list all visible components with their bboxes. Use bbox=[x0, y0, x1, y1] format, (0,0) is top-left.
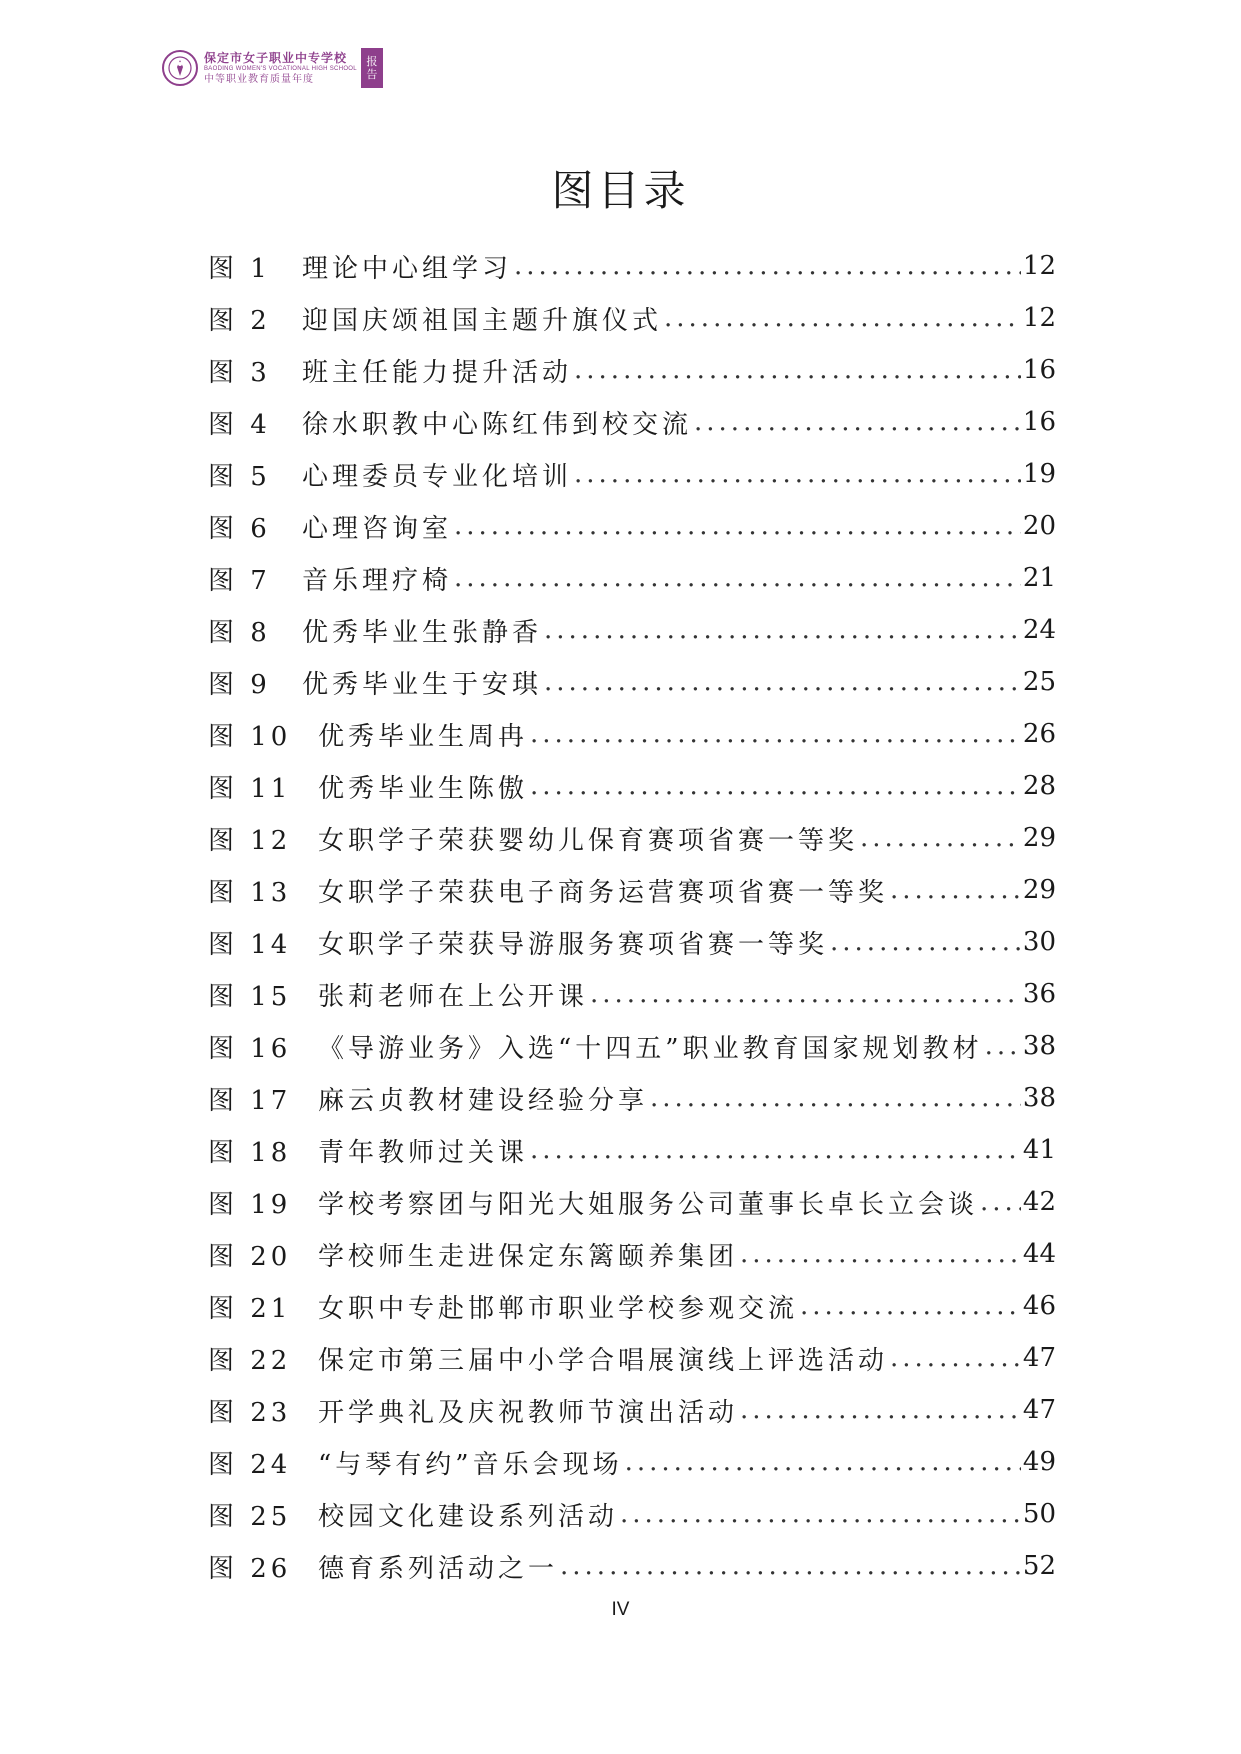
dot-leader bbox=[664, 303, 1021, 333]
toc-entry[interactable] bbox=[208, 396, 1056, 448]
dot-leader bbox=[560, 1551, 1021, 1581]
dot-leader bbox=[890, 1343, 1021, 1373]
figure-caption: 优秀毕业生张静香 bbox=[302, 617, 543, 648]
figure-page-number: 46 bbox=[1022, 1291, 1056, 1321]
toc-entry[interactable] bbox=[208, 552, 1056, 604]
dot-leader bbox=[620, 1499, 1021, 1529]
figure-number: 图 8 bbox=[208, 617, 271, 648]
figure-caption: 青年教师过关课 bbox=[318, 1137, 529, 1168]
dot-leader bbox=[890, 875, 1021, 905]
toc-entry[interactable] bbox=[208, 1280, 1056, 1332]
toc-entry[interactable] bbox=[208, 1072, 1056, 1124]
figure-number: 图 15 bbox=[208, 981, 292, 1012]
dot-leader bbox=[740, 1239, 1021, 1269]
figure-page-number: 19 bbox=[1022, 459, 1056, 489]
figure-number: 图 2 bbox=[208, 305, 271, 336]
figure-number: 图 4 bbox=[208, 409, 271, 440]
dot-leader bbox=[574, 355, 1021, 385]
dot-leader bbox=[980, 1187, 1021, 1217]
dot-leader bbox=[544, 667, 1021, 697]
toc-entry[interactable] bbox=[208, 1488, 1056, 1540]
toc-entry[interactable] bbox=[208, 344, 1056, 396]
figure-page-number: 41 bbox=[1022, 1135, 1056, 1165]
figure-page-number: 28 bbox=[1022, 771, 1056, 801]
figure-page-number: 30 bbox=[1022, 927, 1056, 957]
school-name-cn: 保定市女子职业中专学校 bbox=[204, 50, 348, 65]
figure-number: 图 7 bbox=[208, 565, 271, 596]
figure-page-number: 38 bbox=[1022, 1083, 1056, 1113]
report-subtitle: 中等职业教育质量年度 bbox=[204, 73, 314, 85]
dot-leader bbox=[530, 771, 1021, 801]
dot-leader bbox=[740, 1395, 1021, 1425]
figure-caption: 徐水职教中心陈红伟到校交流 bbox=[302, 409, 693, 440]
figure-page-number: 16 bbox=[1022, 355, 1056, 385]
page-number: IV bbox=[611, 1599, 630, 1620]
figure-number: 图 5 bbox=[208, 461, 271, 492]
figure-page-number: 16 bbox=[1022, 407, 1056, 437]
figure-page-number: 20 bbox=[1022, 511, 1056, 541]
figure-caption: 保定市第三届中小学合唱展演线上评选活动 bbox=[318, 1345, 889, 1376]
dot-leader bbox=[694, 407, 1021, 437]
figure-caption: 音乐理疗椅 bbox=[302, 565, 453, 596]
toc-entry[interactable] bbox=[208, 760, 1056, 812]
figure-caption: “与琴有约”音乐会现场 bbox=[318, 1449, 623, 1480]
dot-leader bbox=[530, 1135, 1021, 1165]
figure-number: 图 20 bbox=[208, 1241, 292, 1272]
dot-leader bbox=[985, 1031, 1021, 1061]
toc-entry[interactable] bbox=[208, 968, 1056, 1020]
school-emblem-icon bbox=[167, 55, 193, 81]
figure-caption: 开学典礼及庆祝教师节演出活动 bbox=[318, 1397, 739, 1428]
dot-leader bbox=[650, 1083, 1021, 1113]
badge-char-bottom: 告 bbox=[366, 68, 378, 81]
figure-number: 图 10 bbox=[208, 721, 292, 752]
figure-number: 图 19 bbox=[208, 1189, 292, 1220]
figure-page-number: 26 bbox=[1022, 719, 1056, 749]
dot-leader bbox=[574, 459, 1021, 489]
dot-leader bbox=[830, 927, 1021, 957]
dot-leader bbox=[590, 979, 1021, 1009]
figure-caption: 德育系列活动之一 bbox=[318, 1553, 559, 1584]
dot-leader bbox=[514, 251, 1021, 281]
figure-caption: 女职中专赴邯郸市职业学校参观交流 bbox=[318, 1293, 799, 1324]
figure-caption: 学校考察团与阳光大姐服务公司董事长卓长立会谈 bbox=[318, 1189, 979, 1220]
figure-caption: 张莉老师在上公开课 bbox=[318, 981, 589, 1012]
toc-entry[interactable] bbox=[208, 1540, 1056, 1592]
toc-entry[interactable] bbox=[208, 604, 1056, 656]
figure-page-number: 29 bbox=[1022, 875, 1056, 905]
toc-entry[interactable] bbox=[208, 1176, 1056, 1228]
figure-page-number: 36 bbox=[1022, 979, 1056, 1009]
school-name-en: BAODING WOMEN'S VOCATIONAL HIGH SCHOOL bbox=[204, 65, 357, 72]
figure-page-number: 42 bbox=[1022, 1187, 1056, 1217]
toc-entry[interactable] bbox=[208, 1436, 1056, 1488]
toc-entry[interactable] bbox=[208, 500, 1056, 552]
toc-entry[interactable] bbox=[208, 1384, 1056, 1436]
toc-entry[interactable] bbox=[208, 812, 1056, 864]
badge-char-top: 报 bbox=[366, 55, 378, 68]
figure-number: 图 12 bbox=[208, 825, 292, 856]
dot-leader bbox=[544, 615, 1021, 645]
figure-number: 图 24 bbox=[208, 1449, 292, 1480]
figure-page-number: 21 bbox=[1022, 563, 1056, 593]
dot-leader bbox=[800, 1291, 1021, 1321]
figure-caption: 麻云贞教材建设经验分享 bbox=[318, 1085, 649, 1116]
figure-page-number: 44 bbox=[1022, 1239, 1056, 1269]
figure-caption: 女职学子荣获婴幼儿保育赛项省赛一等奖 bbox=[318, 825, 859, 856]
figure-number: 图 17 bbox=[208, 1085, 292, 1116]
figure-caption: 优秀毕业生周冉 bbox=[318, 721, 529, 752]
toc-entry[interactable] bbox=[208, 448, 1056, 500]
figure-page-number: 25 bbox=[1022, 667, 1056, 697]
figure-page-number: 12 bbox=[1022, 303, 1056, 333]
toc-entry[interactable] bbox=[208, 656, 1056, 708]
toc-entry[interactable] bbox=[208, 708, 1056, 760]
figure-number: 图 18 bbox=[208, 1137, 292, 1168]
figure-caption: 班主任能力提升活动 bbox=[302, 357, 573, 388]
dot-leader bbox=[530, 719, 1021, 749]
school-logo bbox=[162, 50, 198, 86]
toc-entry[interactable] bbox=[208, 864, 1056, 916]
figure-number: 图 14 bbox=[208, 929, 292, 960]
figure-caption: 《导游业务》入选“十四五”职业教育国家规划教材 bbox=[318, 1033, 983, 1064]
figure-caption: 心理委员专业化培训 bbox=[302, 461, 573, 492]
toc-entry[interactable] bbox=[208, 1124, 1056, 1176]
figure-caption: 优秀毕业生于安琪 bbox=[302, 669, 543, 700]
toc-entry[interactable] bbox=[208, 240, 1056, 292]
toc-entry[interactable] bbox=[208, 1228, 1056, 1280]
figure-number: 图 3 bbox=[208, 357, 271, 388]
report-badge bbox=[361, 48, 383, 88]
figure-number: 图 22 bbox=[208, 1345, 292, 1376]
figure-number: 图 1 bbox=[208, 253, 271, 284]
figure-number: 图 16 bbox=[208, 1033, 292, 1064]
figure-caption: 心理咨询室 bbox=[302, 513, 453, 544]
report-header bbox=[162, 48, 383, 88]
figure-page-number: 52 bbox=[1022, 1551, 1056, 1581]
toc-entry[interactable] bbox=[208, 1332, 1056, 1384]
dot-leader bbox=[625, 1447, 1021, 1477]
figure-caption: 学校师生走进保定东篱颐养集团 bbox=[318, 1241, 739, 1272]
figure-page-number: 38 bbox=[1022, 1031, 1056, 1061]
dot-leader bbox=[454, 563, 1021, 593]
toc-entry[interactable] bbox=[208, 916, 1056, 968]
figure-page-number: 24 bbox=[1022, 615, 1056, 645]
school-name-block bbox=[204, 51, 357, 86]
toc-entry[interactable] bbox=[208, 292, 1056, 344]
figure-caption: 迎国庆颂祖国主题升旗仪式 bbox=[302, 305, 663, 336]
figure-number: 图 9 bbox=[208, 669, 271, 700]
page-title: 图目录 bbox=[551, 166, 690, 215]
toc-entry[interactable] bbox=[208, 1020, 1056, 1072]
figure-caption: 理论中心组学习 bbox=[302, 253, 513, 284]
figure-number: 图 23 bbox=[208, 1397, 292, 1428]
figure-page-number: 47 bbox=[1022, 1343, 1056, 1373]
dot-leader bbox=[860, 823, 1021, 853]
figure-number: 图 6 bbox=[208, 513, 271, 544]
figure-number: 图 13 bbox=[208, 877, 292, 908]
figure-page-number: 12 bbox=[1022, 251, 1056, 281]
figure-caption: 校园文化建设系列活动 bbox=[318, 1501, 619, 1532]
figure-number: 图 25 bbox=[208, 1501, 292, 1532]
figure-number: 图 11 bbox=[208, 773, 292, 804]
figure-caption: 女职学子荣获电子商务运营赛项省赛一等奖 bbox=[318, 877, 889, 908]
figure-number: 图 21 bbox=[208, 1293, 292, 1324]
figure-page-number: 49 bbox=[1022, 1447, 1056, 1477]
figure-page-number: 50 bbox=[1022, 1499, 1056, 1529]
figure-caption: 女职学子荣获导游服务赛项省赛一等奖 bbox=[318, 929, 829, 960]
figure-page-number: 47 bbox=[1022, 1395, 1056, 1425]
figure-list bbox=[208, 240, 1056, 1592]
figure-page-number: 29 bbox=[1022, 823, 1056, 853]
figure-caption: 优秀毕业生陈傲 bbox=[318, 773, 529, 804]
dot-leader bbox=[454, 511, 1021, 541]
figure-number: 图 26 bbox=[208, 1553, 292, 1584]
